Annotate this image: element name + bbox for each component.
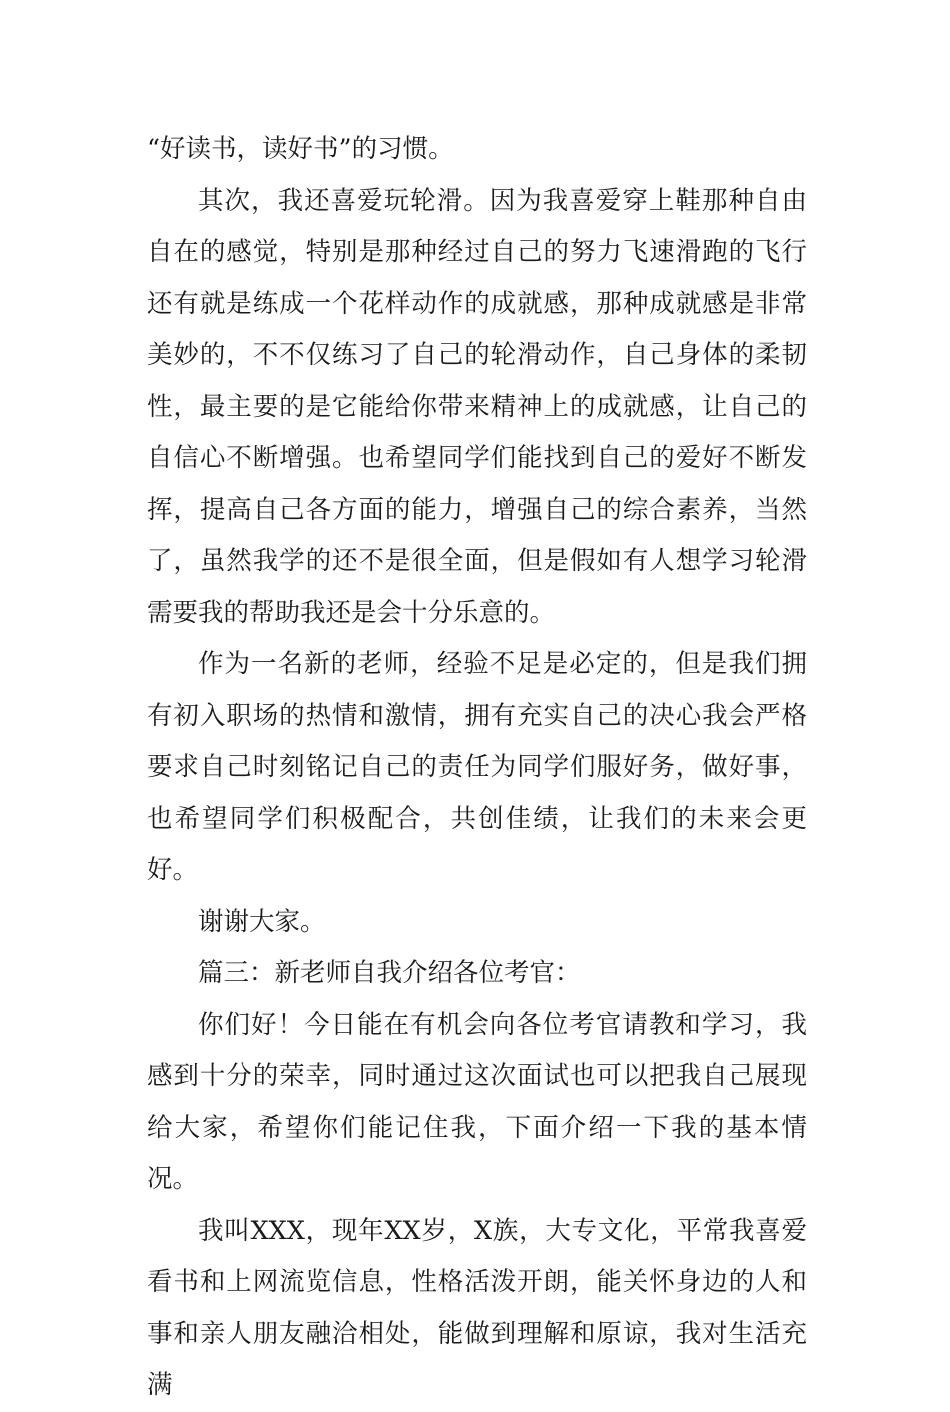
paragraph-greeting: 你们好！今日能在有机会向各位考官请教和学习，我感到十分的荣幸，同时通过这次面试也可以把我自己展现给大家，希望你们能记住我，下面介绍一下我的基本情况。 (147, 1009, 807, 1194)
document-body (147, 124, 807, 1412)
paragraph-rollerskating: 其次，我还喜爱玩轮滑。因为我喜爱穿上鞋那种自由自在的感觉，特别是那种经过自己的努力飞速滑跑的飞行还有就是练成一个花样动作的成就感，那种成就感是非常美妙的，不不仅练习了自己的轮滑动作，自己身体的柔韧性，最主要的是它能给你带来精神上的成就感，让自己的自信心不断增强。也希望同学们能找到自己的爱好不断发挥，提高自己各方面的能力，增强自己的综合素养，当然了，虽然我学的还不是很全面，但是假如有人想学习轮滑需要我的帮助我还是会十分乐意的。 (147, 185, 807, 628)
paragraph-continuation: “好读书，读好书”的习惯。 (147, 134, 454, 164)
paragraph-self-intro: 我叫XXX，现年XX岁，X族，大专文化，平常我喜爱看书和上网流览信息，性格活泼开朗，能关怀身边的人和事和亲人朋友融洽相处，能做到理解和原谅，我对生活充满 (147, 1215, 807, 1400)
section-heading: 篇三：新老师自我介绍各位考官： (198, 958, 581, 988)
paragraph-thanks: 谢谢大家。 (198, 906, 326, 937)
paragraph-new-teacher: 作为一名新的老师，经验不足是必定的，但是我们拥有初入职场的热情和激情，拥有充实自己的决心我会严格要求自己时刻铭记自己的责任为同学们服好务，做好事，也希望同学们积极配合，共创佳绩，让我们的未来会更好。 (147, 649, 807, 885)
